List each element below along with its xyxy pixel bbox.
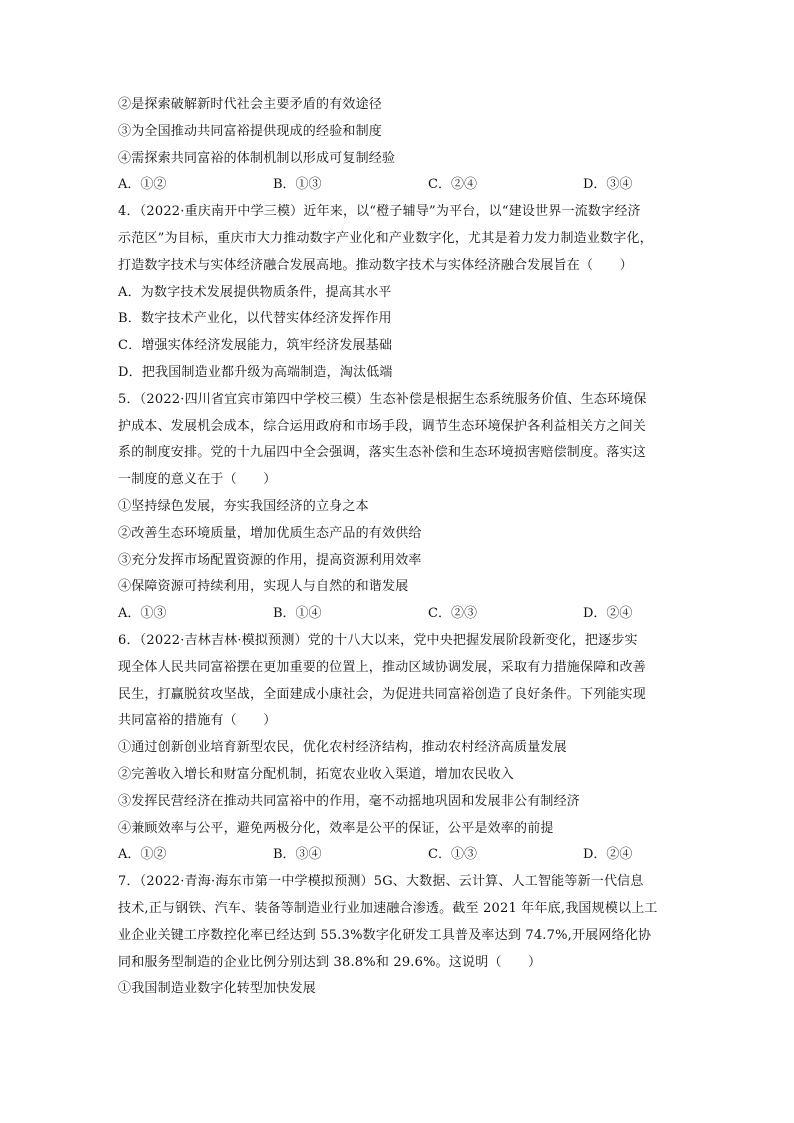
question-3-continued xyxy=(118,92,678,199)
choice-a: A．①② xyxy=(118,847,167,863)
choice-a: A．为数字技术发展提供物质条件，提高其水平 xyxy=(118,284,392,300)
answer-choices xyxy=(118,842,678,869)
choice-d: D．③④ xyxy=(583,177,633,193)
choice-c: C．②③ xyxy=(428,606,477,622)
question-stem-line: 共同富裕的措施有（ ） xyxy=(118,713,277,729)
choice-b: B．③④ xyxy=(273,847,322,863)
question-stem-line: 现全体人民共同富裕摆在更加重要的位置上，推动区域协调发展，采取有力措施保障和改善 xyxy=(118,659,647,675)
question-stem-line: 5．（2022·四川省宜宾市第四中学校三模）生态补偿是根据生态系统服务价值、生态环境保 xyxy=(118,391,647,407)
question-stem-line: 一制度的意义在于（ ） xyxy=(118,472,277,488)
choice-c: C．①③ xyxy=(428,847,477,863)
statement-option: ④兼顾效率与公平，避免两极分化，效率是公平的保证，公平是效率的前提 xyxy=(118,820,554,836)
statement-option: ①通过创新创业培育新型农民，优化农村经济结构，推动农村经济高质量发展 xyxy=(118,740,567,756)
question-stem-line: 技术,正与钢铁、汽车、装备等制造业行业加速融合渗透。截至 2021 年年底,我国规模以上工 xyxy=(118,900,658,916)
statement-option: ①坚持绿色发展，夯实我国经济的立身之本 xyxy=(118,498,369,514)
choice-c: C．增强实体经济发展能力，筑牢经济发展基础 xyxy=(118,338,393,354)
choice-a: A．①② xyxy=(118,177,167,193)
question-5 xyxy=(118,387,678,628)
question-stem-line: 同和服务型制造的企业比例分别达到 38.8%和 29.6%。这说明（ ） xyxy=(118,954,542,970)
statement-option: ②完善收入增长和财富分配机制，拓宽农业收入渠道，增加农民收入 xyxy=(118,766,515,782)
choice-d: D．把我国制造业都升级为高端制造，淘汰低端 xyxy=(118,364,393,380)
question-4 xyxy=(118,199,678,387)
choice-b: B．①③ xyxy=(273,177,322,193)
choice-c: C．②④ xyxy=(428,177,477,193)
question-stem-line: 6．（2022·吉林吉林·模拟预测）党的十八大以来，党中央把握发展阶段新变化，把逐步实 xyxy=(118,632,638,648)
question-stem-line: 7．（2022·青海·海东市第一中学模拟预测）5G、大数据、云计算、人工智能等新一代信息 xyxy=(118,874,644,890)
statement-option: ③充分发挥市场配置资源的作用，提高资源利用效率 xyxy=(118,552,422,568)
statement-option: ③发挥民营经济在推动共同富裕中的作用，毫不动摇地巩固和发展非公有制经济 xyxy=(118,793,581,809)
choice-a: A．①③ xyxy=(118,606,167,622)
statement-option: ④保障资源可持续利用，实现人与自然的和谐发展 xyxy=(118,579,409,595)
question-stem-line: 民生，打赢脱贫攻坚战，全面建成小康社会，为促进共同富裕创造了良好条件。下列能实现 xyxy=(118,686,647,702)
choice-b: B．数字技术产业化，以代替实体经济发挥作用 xyxy=(118,311,392,327)
choice-d: D．②④ xyxy=(583,847,633,863)
question-stem-line: 业企业关键工序数控化率已经达到 55.3%数字化研发工具普及率达到 74.7%,开展网络化协 xyxy=(118,927,652,943)
question-stem-line: 4．（2022·重庆南开中学三模）近年来，以“橙子辅导”为平台，以“建设世界一流数字经济 xyxy=(118,204,641,220)
answer-choices xyxy=(118,601,678,628)
answer-choices xyxy=(118,172,678,199)
question-stem-line: 系的制度安排。党的十九届四中全会强调，落实生态补偿和生态环境损害赔偿制度。落实这 xyxy=(118,445,647,461)
choice-d: D．②④ xyxy=(583,606,633,622)
question-stem-line: 打造数字技术与实体经济融合发展高地。推动数字技术与实体经济融合发展旨在（ ） xyxy=(118,257,633,273)
statement-option: ④需探索共同富裕的体制机制以形成可复制经验 xyxy=(118,150,396,166)
question-stem-line: 示范区”为目标，重庆市大力推动数字产业化和产业数字化，尤其是着力发力制造业数字化， xyxy=(118,230,653,246)
statement-option: ②是探索破解新时代社会主要矛盾的有效途径 xyxy=(118,97,383,112)
exam-page xyxy=(118,92,678,1003)
question-7 xyxy=(118,869,678,1003)
statement-option: ③为全国推动共同富裕提供现成的经验和制度 xyxy=(118,123,383,139)
choice-b: B．①④ xyxy=(273,606,322,622)
statement-option: ①我国制造业数字化转型加快发展 xyxy=(118,981,317,997)
question-stem-line: 护成本、发展机会成本，综合运用政府和市场手段，调节生态环境保护各利益相关方之间关 xyxy=(118,418,647,434)
question-6 xyxy=(118,628,678,869)
statement-option: ②改善生态环境质量，增加优质生态产品的有效供给 xyxy=(118,525,422,541)
